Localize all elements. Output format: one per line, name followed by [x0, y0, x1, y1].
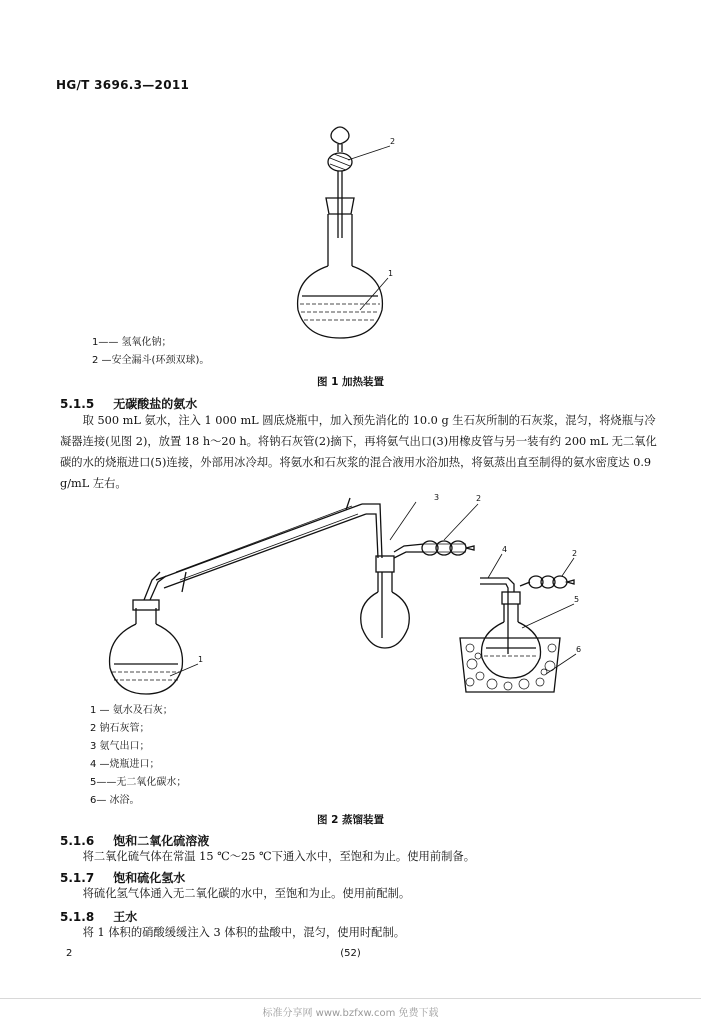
fig1-callout-1: 1 — [388, 269, 394, 278]
watermark-divider — [0, 998, 701, 999]
fig2-callout-3: 3 — [434, 493, 440, 502]
page-number: 2 — [66, 948, 73, 959]
figure2-distillation-apparatus — [100, 488, 600, 706]
fig2-legend-item: 1 — 氨水及石灰； — [90, 705, 173, 716]
figure1-heating-apparatus — [280, 118, 430, 348]
section-title: 王水 — [113, 910, 138, 924]
fig1-legend-item: 2 —安全漏斗(环颈双球)。 — [92, 355, 210, 366]
fig2-legend-item: 4 —烧瓶进口； — [90, 759, 160, 770]
section-number: 5.1.8 — [60, 910, 95, 924]
fig2-callout-2b: 2 — [572, 549, 578, 558]
section-number: 5.1.7 — [60, 871, 95, 885]
fig2-callout-1: 1 — [198, 655, 204, 664]
fig2-callout-6: 6 — [576, 645, 582, 654]
section-518-paragraph: 将 1 体积的硝酸缓缓注入 3 体积的盐酸中，混匀，使用时配制。 — [82, 926, 406, 939]
figure1-caption: 图 1 加热装置 — [316, 376, 385, 388]
section-number: 5.1.6 — [60, 834, 95, 848]
fig2-callout-2: 2 — [476, 494, 482, 503]
section-515-paragraph: 取 500 mL 氨水，注入 1 000 mL 圆底烧瓶中，加入预先消化的 10.0 g 生石灰所制的石灰浆，混匀，将烧瓶与冷凝器连接(见图 2)，放置 18 h～20 h。将钠石灰管(2)摘下，再将氨气出口(3)用橡皮管与另一装有约 200 mL 无二氧化碳的水的烧瓶进口(5)连接，外部用冰冷却。将氨水和石灰浆的混合液用水浴加热，将氨蒸出直至制得的氨水密度达 0.9 g/mL 左右。 — [60, 414, 657, 490]
section-number: 5.1.5 — [60, 397, 95, 411]
standard-code: HG/T 3696.3—2011 — [56, 78, 190, 92]
fig2-callout-4: 4 — [502, 545, 508, 554]
section-title: 饱和硫化氢水 — [113, 871, 186, 885]
section-517-paragraph: 将硫化氢气体通入无二氧化碳的水中，至饱和为止。使用前配制。 — [82, 887, 411, 900]
watermark-text: 标准分享网 www.bzfxw.com 免费下载 — [262, 1008, 439, 1019]
fig1-callout-2: 2 — [390, 137, 396, 146]
section-title: 饱和二氧化硫溶液 — [113, 834, 210, 848]
figure1-legend — [92, 334, 209, 370]
fig2-legend-item: 5——无二氧化碳水； — [90, 777, 187, 788]
figure2-caption: 图 2 蒸馏装置 — [316, 814, 385, 826]
section-title: 无碳酸盐的氨水 — [113, 397, 198, 411]
section-516-paragraph: 将二氧化硫气体在常温 15 ℃～25 ℃下通入水中，至饱和为止。使用前制备。 — [82, 850, 476, 863]
page-center-number: (52) — [340, 948, 361, 959]
fig2-callout-5: 5 — [574, 595, 580, 604]
fig2-legend-item: 2 钠石灰管； — [90, 723, 150, 734]
fig2-legend-item: 6— 冰浴。 — [90, 795, 140, 806]
figure2-legend — [90, 702, 186, 810]
fig2-legend-item: 3 氨气出口； — [90, 741, 150, 752]
fig1-legend-item: 1—— 氢氧化钠； — [92, 337, 172, 348]
